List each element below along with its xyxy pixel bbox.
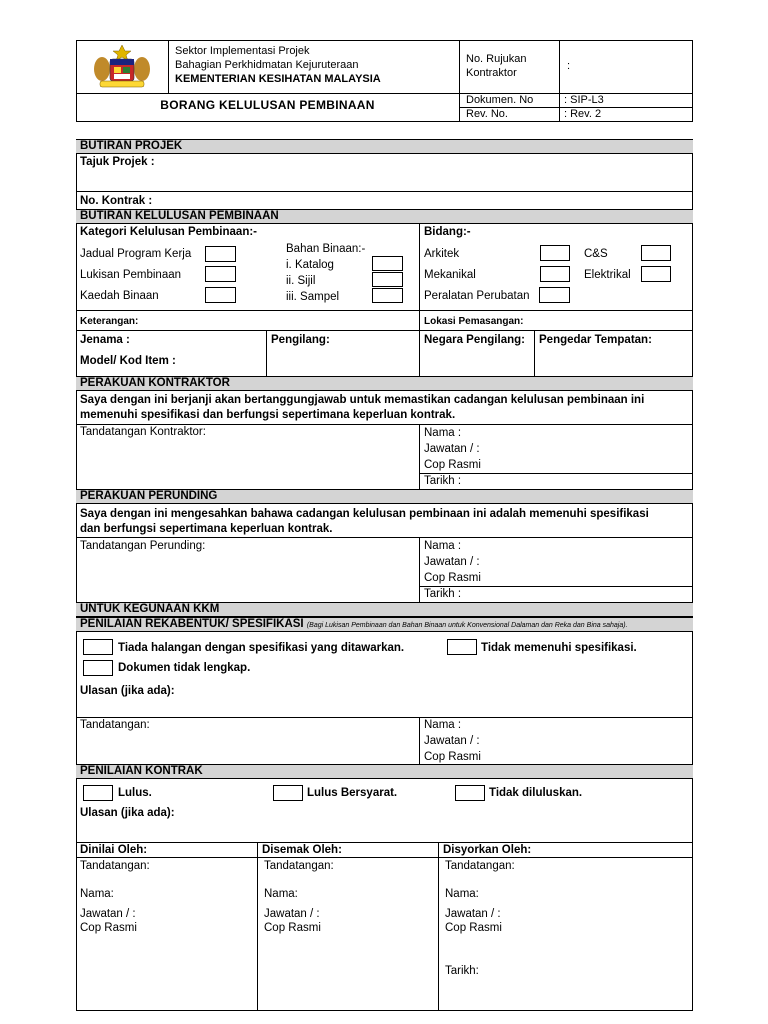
disemak-label: Disemak Oleh: <box>262 844 342 856</box>
kontrak-ulasan-label: Ulasan (jika ada): <box>80 807 175 819</box>
dinilai-jawatan: Jawatan / : <box>80 908 136 920</box>
ref-value: : <box>567 60 571 72</box>
disyorkan-jawatan: Jawatan / : <box>445 908 501 920</box>
kategori-label: Kategori Kelulusan Pembinaan:- <box>80 226 258 238</box>
rev-value: : Rev. 2 <box>564 108 602 120</box>
lokasi-label: Lokasi Pemasangan: <box>424 316 524 327</box>
kontraktor-signature-area[interactable] <box>80 440 415 485</box>
penilaian-heading: PENILAIAN REKABENTUK/ SPESIFIKASI <box>80 618 304 630</box>
lukisan-checkbox[interactable] <box>205 266 236 282</box>
model-label: Model/ Kod Item : <box>80 355 176 367</box>
kontraktor-statement-1: Saya dengan ini berjanji akan bertanggungjawab untuk memastikan cadangan kelulusan pembinaan ini <box>80 394 645 406</box>
org-line-3: KEMENTERIAN KESIHATAN MALAYSIA <box>175 73 381 85</box>
mekanikal-label: Mekanikal <box>424 269 476 281</box>
tiada-halangan-checkbox[interactable] <box>83 639 113 655</box>
perunding-cop: Cop Rasmi <box>424 572 481 584</box>
pengilang-label: Pengilang: <box>271 334 330 346</box>
perunding-tarikh: Tarikh : <box>424 588 462 600</box>
kontraktor-statement-2: memenuhi spesifikasi dan berfungsi sepertimana keperluan kontrak. <box>80 409 456 421</box>
disemak-jawatan: Jawatan / : <box>264 908 320 920</box>
disyorkan-cop: Cop Rasmi <box>445 922 502 934</box>
tidak-diluluskan-label: Tidak diluluskan. <box>489 787 583 799</box>
disemak-cop: Cop Rasmi <box>264 922 321 934</box>
jenama-label: Jenama : <box>80 334 130 346</box>
perunding-signature-area[interactable] <box>80 554 415 599</box>
section-penilaian-kontrak: PENILAIAN KONTRAK <box>76 764 693 779</box>
sijil-label: ii. Sijil <box>286 275 316 287</box>
tidak-memenuhi-label: Tidak memenuhi spesifikasi. <box>481 642 637 654</box>
pengedar-label: Pengedar Tempatan: <box>539 334 652 346</box>
tidak-diluluskan-checkbox[interactable] <box>455 785 485 801</box>
section-kegunaan-kkm: UNTUK KEGUNAAN KKM <box>76 602 693 617</box>
section-penilaian-rekabentuk <box>76 617 693 632</box>
katalog-label: i. Katalog <box>286 259 334 271</box>
disyorkan-tarikh: Tarikh: <box>445 965 479 977</box>
section-perakuan-perunding: PERAKUAN PERUNDING <box>76 489 693 504</box>
perunding-sign-label: Tandatangan Perunding: <box>80 540 206 552</box>
kontraktor-nama: Nama : <box>424 427 462 439</box>
elektrikal-checkbox[interactable] <box>641 266 671 282</box>
kontrak-ulasan-field[interactable] <box>80 821 690 839</box>
disyorkan-label: Disyorkan Oleh: <box>443 844 532 856</box>
doc-value: : SIP-L3 <box>564 94 604 106</box>
jadual-label: Jadual Program Kerja <box>80 248 192 260</box>
arkitek-checkbox[interactable] <box>540 245 570 261</box>
perunding-statement-1: Saya dengan ini mengesahkan bahawa cadangan kelulusan pembinaan ini adalah memenuhi spesifikasi <box>80 508 649 520</box>
bahan-label: Bahan Binaan:- <box>286 243 366 255</box>
tiada-halangan-label: Tiada halangan dengan spesifikasi yang ditawarkan. <box>118 642 405 654</box>
bidang-label: Bidang:- <box>424 226 471 238</box>
dinilai-sign: Tandatangan: <box>80 860 150 872</box>
section-butiran-kelulusan: BUTIRAN KELULUSAN PEMBINAAN <box>76 209 693 224</box>
sampel-label: iii. Sampel <box>286 291 340 303</box>
katalog-checkbox[interactable] <box>372 256 403 271</box>
header-divider <box>76 93 459 94</box>
ref-label-1: No. Rujukan <box>466 53 527 65</box>
jadual-checkbox[interactable] <box>205 246 236 262</box>
arkitek-label: Arkitek <box>424 248 460 260</box>
sijil-checkbox[interactable] <box>372 272 403 287</box>
kkm-jawatan: Jawatan / : <box>424 735 480 747</box>
dokumen-label: Dokumen tidak lengkap. <box>118 662 251 674</box>
no-kontrak-label: No. Kontrak : <box>80 195 153 207</box>
kontraktor-jawatan: Jawatan / : <box>424 443 480 455</box>
disyorkan-nama: Nama: <box>445 888 479 900</box>
mekanikal-checkbox[interactable] <box>540 266 570 282</box>
lulus-checkbox[interactable] <box>83 785 113 801</box>
disyorkan-sign: Tandatangan: <box>445 860 515 872</box>
perunding-statement-2: dan berfungsi sepertimana keperluan kontrak. <box>80 523 333 535</box>
kkm-sign-label: Tandatangan: <box>80 719 150 731</box>
perunding-jawatan: Jawatan / : <box>424 556 480 568</box>
disemak-sign: Tandatangan: <box>264 860 334 872</box>
doc-label: Dokumen. No <box>466 94 534 106</box>
no-kontrak-field[interactable] <box>170 194 690 208</box>
penilaian-note: (Bagi Lukisan Pembinaan dan Bahan Binaan untuk Konvensional Dalaman dan Reka dan Bina sahaja). <box>306 622 628 629</box>
section-butiran-projek: BUTIRAN PROJEK <box>76 139 693 154</box>
kkm-ulasan-field[interactable] <box>80 699 690 715</box>
kontraktor-sign-label: Tandatangan Kontraktor: <box>80 426 206 438</box>
dinilai-nama: Nama: <box>80 888 114 900</box>
ref-label-2: Kontraktor <box>466 67 517 79</box>
coat-of-arms-logo <box>92 43 152 89</box>
lulus-label: Lulus. <box>118 787 152 799</box>
kontraktor-tarikh: Tarikh : <box>424 475 462 487</box>
sampel-checkbox[interactable] <box>372 288 403 303</box>
kkm-cop: Cop Rasmi <box>424 751 481 763</box>
dokumen-checkbox[interactable] <box>83 660 113 676</box>
tajuk-projek-field[interactable] <box>170 155 690 189</box>
tajuk-projek-label: Tajuk Projek : <box>80 156 155 168</box>
kkm-ulasan-label: Ulasan (jika ada): <box>80 685 175 697</box>
cs-checkbox[interactable] <box>641 245 671 261</box>
cs-label: C&S <box>584 248 608 260</box>
form-title: BORANG KELULUSAN PEMBINAAN <box>160 98 375 112</box>
disemak-nama: Nama: <box>264 888 298 900</box>
negara-label: Negara Pengilang: <box>424 334 525 346</box>
peralatan-checkbox[interactable] <box>539 287 570 303</box>
dinilai-cop: Cop Rasmi <box>80 922 137 934</box>
org-line-2: Bahagian Perkhidmatan Kejuruteraan <box>175 59 359 71</box>
perunding-nama: Nama : <box>424 540 462 552</box>
peralatan-label: Peralatan Perubatan <box>424 290 530 302</box>
kaedah-checkbox[interactable] <box>205 287 236 303</box>
elektrikal-label: Elektrikal <box>584 269 631 281</box>
kontraktor-cop: Cop Rasmi <box>424 459 481 471</box>
keterangan-label: Keterangan: <box>80 316 139 327</box>
lulus-bersyarat-checkbox[interactable] <box>273 785 303 801</box>
tidak-memenuhi-checkbox[interactable] <box>447 639 477 655</box>
rev-label: Rev. No. <box>466 108 508 120</box>
lulus-bersyarat-label: Lulus Bersyarat. <box>307 787 398 799</box>
kkm-nama: Nama : <box>424 719 462 731</box>
lukisan-label: Lukisan Pembinaan <box>80 269 182 281</box>
dinilai-label: Dinilai Oleh: <box>80 844 148 856</box>
kaedah-label: Kaedah Binaan <box>80 290 159 302</box>
org-line-1: Sektor Implementasi Projek <box>175 45 310 57</box>
section-perakuan-kontraktor: PERAKUAN KONTRAKTOR <box>76 376 693 391</box>
kkm-signature-area[interactable] <box>80 733 415 761</box>
